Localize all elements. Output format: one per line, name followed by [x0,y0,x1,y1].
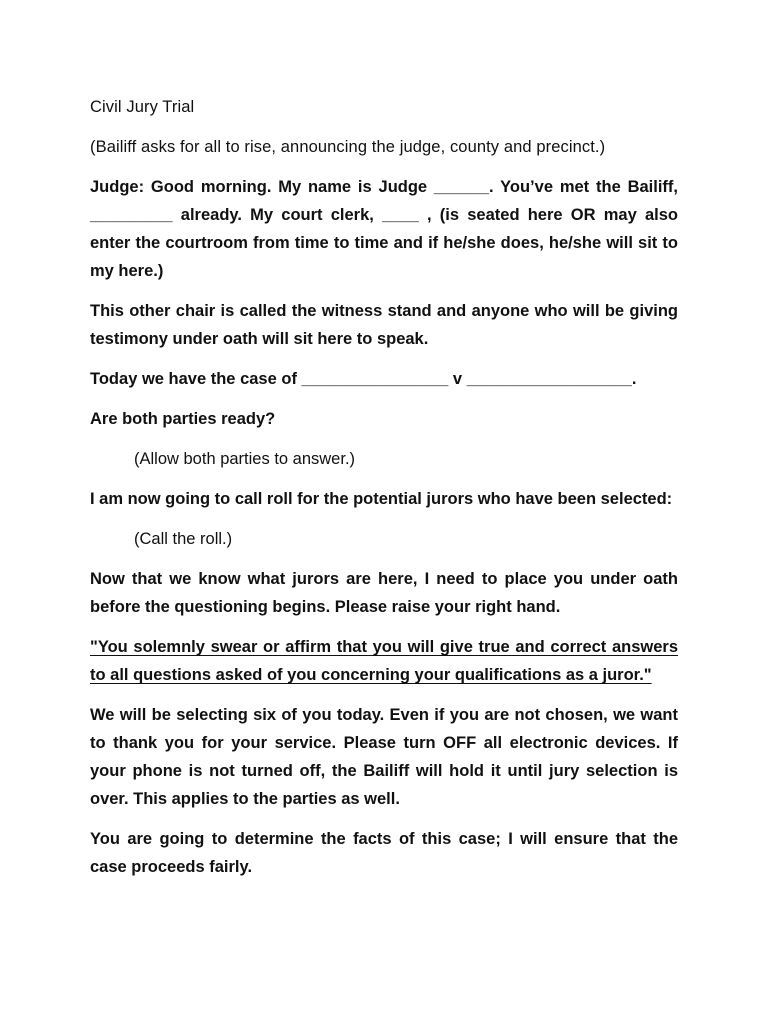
stage-direction-roll: (Call the roll.) [134,530,233,548]
document-page [90,93,678,893]
call-roll-statement: I am now going to call roll for the potential jurors who have been selected: [90,490,673,508]
parties-ready-question: Are both parties ready? [90,410,276,428]
oath-instruction: Now that we know what jurors are here, I need to place you under oath before the questioning begins. Please raise your right hand. [90,570,678,616]
witness-stand-explanation: This other chair is called the witness stand and anyone who will be giving testimony under oath will sit here to speak. [90,302,678,348]
stage-direction-rise: (Bailiff asks for all to rise, announcing the judge, county and precinct.) [90,138,606,156]
document-title: Civil Jury Trial [90,98,195,116]
case-announcement: Today we have the case of ________________ v __________________. [90,370,637,388]
role-of-jury: You are going to determine the facts of this case; I will ensure that the case proceeds fairly. [90,830,678,876]
stage-direction-answer: (Allow both parties to answer.) [134,450,356,468]
judge-introduction: Judge: Good morning. My name is Judge ______. You’ve met the Bailiff, _________ already. My court clerk, ____ , (is seated here OR may also enter the courtroom from time to time and if he/she does, he/she will sit to my here.) [90,178,678,280]
juror-oath: "You solemnly swear or affirm that you will give true and correct answers to all questions asked of you concerning your qualifications as a juror." [90,638,678,684]
selection-notice: We will be selecting six of you today. Even if you are not chosen, we want to thank you for your service. Please turn OFF all electronic devices. If your phone is not turned off, the Bailiff will hold it until jury selection is over. This applies to the parties as well. [90,706,678,808]
